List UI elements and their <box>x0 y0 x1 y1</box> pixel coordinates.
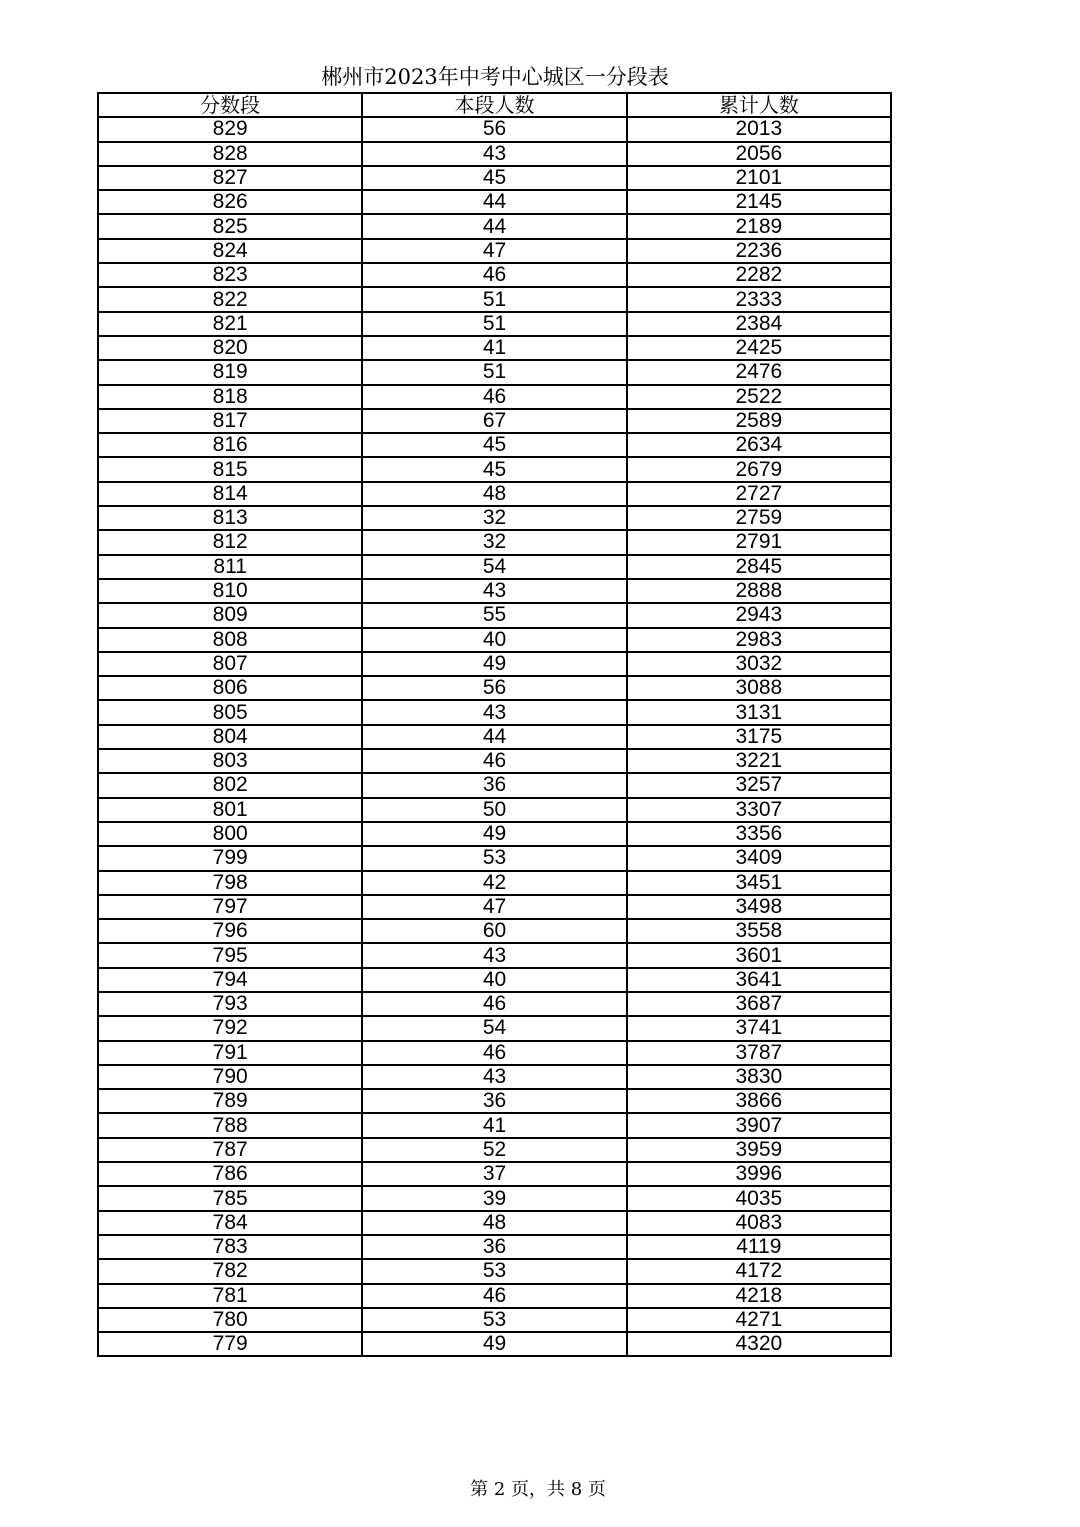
cell-score: 805 <box>98 700 362 724</box>
table-row <box>98 871 891 895</box>
cell-count: 50 <box>362 798 626 822</box>
cell-count: 36 <box>362 773 626 797</box>
cell-cumulative: 2679 <box>627 457 891 481</box>
table-row <box>98 943 891 967</box>
cell-cumulative: 2759 <box>627 506 891 530</box>
cell-score: 817 <box>98 409 362 433</box>
table-row <box>98 579 891 603</box>
cell-cumulative: 4271 <box>627 1308 891 1332</box>
table-row <box>98 798 891 822</box>
cell-count: 40 <box>362 968 626 992</box>
cell-cumulative: 2056 <box>627 142 891 166</box>
table-row <box>98 1259 891 1283</box>
column-header-cumulative: 累计人数 <box>627 93 891 117</box>
table-row <box>98 992 891 1016</box>
cell-count: 53 <box>362 846 626 870</box>
cell-count: 32 <box>362 530 626 554</box>
table-row <box>98 919 891 943</box>
cell-count: 45 <box>362 457 626 481</box>
cell-count: 41 <box>362 1113 626 1137</box>
cell-score: 813 <box>98 506 362 530</box>
cell-count: 45 <box>362 166 626 190</box>
cell-score: 787 <box>98 1138 362 1162</box>
cell-count: 46 <box>362 749 626 773</box>
cell-cumulative: 4218 <box>627 1284 891 1308</box>
table-row <box>98 1284 891 1308</box>
cell-cumulative: 2589 <box>627 409 891 433</box>
cell-count: 46 <box>362 1284 626 1308</box>
cell-cumulative: 2522 <box>627 385 891 409</box>
cell-cumulative: 3687 <box>627 992 891 1016</box>
cell-count: 40 <box>362 628 626 652</box>
cell-score: 812 <box>98 530 362 554</box>
cell-cumulative: 2476 <box>627 360 891 384</box>
cell-cumulative: 3741 <box>627 1016 891 1040</box>
table-row <box>98 603 891 627</box>
cell-score: 811 <box>98 555 362 579</box>
cell-count: 53 <box>362 1308 626 1332</box>
cell-count: 47 <box>362 895 626 919</box>
table-row <box>98 1211 891 1235</box>
table-row <box>98 1041 891 1065</box>
cell-score: 804 <box>98 725 362 749</box>
table-row <box>98 142 891 166</box>
cell-count: 43 <box>362 943 626 967</box>
cell-cumulative: 3830 <box>627 1065 891 1089</box>
table-row <box>98 1235 891 1259</box>
cell-score: 781 <box>98 1284 362 1308</box>
cell-count: 32 <box>362 506 626 530</box>
cell-count: 46 <box>362 992 626 1016</box>
cell-score: 786 <box>98 1162 362 1186</box>
cell-cumulative: 2943 <box>627 603 891 627</box>
table-row <box>98 968 891 992</box>
cell-cumulative: 3498 <box>627 895 891 919</box>
table-row <box>98 1016 891 1040</box>
cell-score: 806 <box>98 676 362 700</box>
cell-cumulative: 2983 <box>627 628 891 652</box>
cell-score: 785 <box>98 1186 362 1210</box>
cell-score: 821 <box>98 312 362 336</box>
cell-count: 49 <box>362 652 626 676</box>
table-row <box>98 652 891 676</box>
cell-count: 54 <box>362 555 626 579</box>
table-row <box>98 457 891 481</box>
cell-count: 36 <box>362 1089 626 1113</box>
cell-cumulative: 2236 <box>627 239 891 263</box>
table-row <box>98 506 891 530</box>
table-row <box>98 1089 891 1113</box>
table-row <box>98 773 891 797</box>
cell-score: 808 <box>98 628 362 652</box>
cell-count: 48 <box>362 482 626 506</box>
table-row <box>98 1186 891 1210</box>
cell-count: 44 <box>362 725 626 749</box>
table-row <box>98 190 891 214</box>
cell-cumulative: 3787 <box>627 1041 891 1065</box>
cell-cumulative: 3257 <box>627 773 891 797</box>
cell-count: 48 <box>362 1211 626 1235</box>
table-row <box>98 555 891 579</box>
cell-cumulative: 3307 <box>627 798 891 822</box>
cell-count: 56 <box>362 117 626 141</box>
cell-cumulative: 4320 <box>627 1332 891 1356</box>
cell-score: 793 <box>98 992 362 1016</box>
cell-score: 818 <box>98 385 362 409</box>
cell-score: 788 <box>98 1113 362 1137</box>
cell-cumulative: 3451 <box>627 871 891 895</box>
cell-score: 799 <box>98 846 362 870</box>
table-row <box>98 1065 891 1089</box>
cell-count: 49 <box>362 822 626 846</box>
table-row <box>98 166 891 190</box>
cell-score: 810 <box>98 579 362 603</box>
cell-cumulative: 2425 <box>627 336 891 360</box>
cell-cumulative: 4119 <box>627 1235 891 1259</box>
table-row <box>98 214 891 238</box>
table-row <box>98 385 891 409</box>
cell-cumulative: 3866 <box>627 1089 891 1113</box>
cell-cumulative: 3131 <box>627 700 891 724</box>
cell-cumulative: 2145 <box>627 190 891 214</box>
cell-score: 809 <box>98 603 362 627</box>
cell-count: 51 <box>362 360 626 384</box>
table-header-row <box>98 93 891 117</box>
cell-score: 801 <box>98 798 362 822</box>
table-row <box>98 895 891 919</box>
cell-score: 791 <box>98 1041 362 1065</box>
cell-cumulative: 2384 <box>627 312 891 336</box>
cell-cumulative: 3907 <box>627 1113 891 1137</box>
cell-count: 42 <box>362 871 626 895</box>
cell-cumulative: 2634 <box>627 433 891 457</box>
table-row <box>98 433 891 457</box>
cell-cumulative: 3959 <box>627 1138 891 1162</box>
cell-score: 794 <box>98 968 362 992</box>
page-title: 郴州市2023年中考中心城区一分段表 <box>321 65 669 89</box>
cell-score: 780 <box>98 1308 362 1332</box>
cell-score: 783 <box>98 1235 362 1259</box>
cell-score: 784 <box>98 1211 362 1235</box>
table-row <box>98 676 891 700</box>
table-row <box>98 239 891 263</box>
cell-cumulative: 2727 <box>627 482 891 506</box>
table-row <box>98 263 891 287</box>
table-row <box>98 700 891 724</box>
cell-count: 43 <box>362 1065 626 1089</box>
table-row <box>98 725 891 749</box>
table-row <box>98 628 891 652</box>
table-row <box>98 1162 891 1186</box>
table-row <box>98 1332 891 1356</box>
cell-score: 827 <box>98 166 362 190</box>
cell-cumulative: 4172 <box>627 1259 891 1283</box>
cell-count: 53 <box>362 1259 626 1283</box>
table-row <box>98 822 891 846</box>
cell-score: 807 <box>98 652 362 676</box>
table-row <box>98 482 891 506</box>
cell-count: 44 <box>362 214 626 238</box>
cell-score: 782 <box>98 1259 362 1283</box>
cell-score: 816 <box>98 433 362 457</box>
cell-score: 824 <box>98 239 362 263</box>
cell-score: 796 <box>98 919 362 943</box>
cell-cumulative: 2189 <box>627 214 891 238</box>
cell-score: 815 <box>98 457 362 481</box>
table-row <box>98 1308 891 1332</box>
column-header-count: 本段人数 <box>362 93 626 117</box>
cell-score: 790 <box>98 1065 362 1089</box>
cell-cumulative: 3356 <box>627 822 891 846</box>
cell-count: 43 <box>362 700 626 724</box>
cell-cumulative: 2845 <box>627 555 891 579</box>
table-row <box>98 1138 891 1162</box>
cell-cumulative: 4083 <box>627 1211 891 1235</box>
cell-score: 828 <box>98 142 362 166</box>
cell-count: 46 <box>362 1041 626 1065</box>
cell-cumulative: 2791 <box>627 530 891 554</box>
cell-count: 55 <box>362 603 626 627</box>
cell-count: 36 <box>362 1235 626 1259</box>
table-row <box>98 336 891 360</box>
cell-count: 39 <box>362 1186 626 1210</box>
cell-cumulative: 3641 <box>627 968 891 992</box>
cell-cumulative: 3088 <box>627 676 891 700</box>
cell-cumulative: 2013 <box>627 117 891 141</box>
cell-count: 51 <box>362 312 626 336</box>
cell-count: 43 <box>362 579 626 603</box>
score-distribution-table <box>97 92 892 1357</box>
cell-count: 51 <box>362 287 626 311</box>
table-body <box>98 117 891 1356</box>
cell-score: 803 <box>98 749 362 773</box>
cell-score: 797 <box>98 895 362 919</box>
cell-cumulative: 2282 <box>627 263 891 287</box>
cell-cumulative: 3032 <box>627 652 891 676</box>
table-row <box>98 1113 891 1137</box>
cell-score: 822 <box>98 287 362 311</box>
column-header-score: 分数段 <box>98 93 362 117</box>
cell-score: 802 <box>98 773 362 797</box>
cell-count: 41 <box>362 336 626 360</box>
table-row <box>98 360 891 384</box>
cell-count: 45 <box>362 433 626 457</box>
cell-count: 54 <box>362 1016 626 1040</box>
cell-score: 792 <box>98 1016 362 1040</box>
cell-cumulative: 3409 <box>627 846 891 870</box>
cell-score: 829 <box>98 117 362 141</box>
cell-score: 823 <box>98 263 362 287</box>
table-row <box>98 287 891 311</box>
table-row <box>98 846 891 870</box>
cell-count: 46 <box>362 263 626 287</box>
table-row <box>98 409 891 433</box>
cell-count: 49 <box>362 1332 626 1356</box>
cell-count: 56 <box>362 676 626 700</box>
table-row <box>98 117 891 141</box>
cell-count: 46 <box>362 385 626 409</box>
cell-cumulative: 3601 <box>627 943 891 967</box>
page-footer: 第 2 页，共 8 页 <box>470 1479 606 1500</box>
cell-score: 789 <box>98 1089 362 1113</box>
cell-score: 795 <box>98 943 362 967</box>
cell-score: 798 <box>98 871 362 895</box>
cell-cumulative: 4035 <box>627 1186 891 1210</box>
cell-score: 779 <box>98 1332 362 1356</box>
cell-score: 820 <box>98 336 362 360</box>
cell-count: 37 <box>362 1162 626 1186</box>
cell-cumulative: 2333 <box>627 287 891 311</box>
cell-score: 819 <box>98 360 362 384</box>
cell-count: 47 <box>362 239 626 263</box>
cell-count: 44 <box>362 190 626 214</box>
cell-cumulative: 3221 <box>627 749 891 773</box>
cell-cumulative: 3558 <box>627 919 891 943</box>
cell-score: 826 <box>98 190 362 214</box>
cell-cumulative: 2888 <box>627 579 891 603</box>
cell-score: 814 <box>98 482 362 506</box>
cell-count: 60 <box>362 919 626 943</box>
cell-cumulative: 2101 <box>627 166 891 190</box>
table-row <box>98 530 891 554</box>
cell-cumulative: 3175 <box>627 725 891 749</box>
table-row <box>98 749 891 773</box>
cell-count: 52 <box>362 1138 626 1162</box>
cell-score: 800 <box>98 822 362 846</box>
cell-count: 43 <box>362 142 626 166</box>
cell-cumulative: 3996 <box>627 1162 891 1186</box>
cell-score: 825 <box>98 214 362 238</box>
table-row <box>98 312 891 336</box>
cell-count: 67 <box>362 409 626 433</box>
